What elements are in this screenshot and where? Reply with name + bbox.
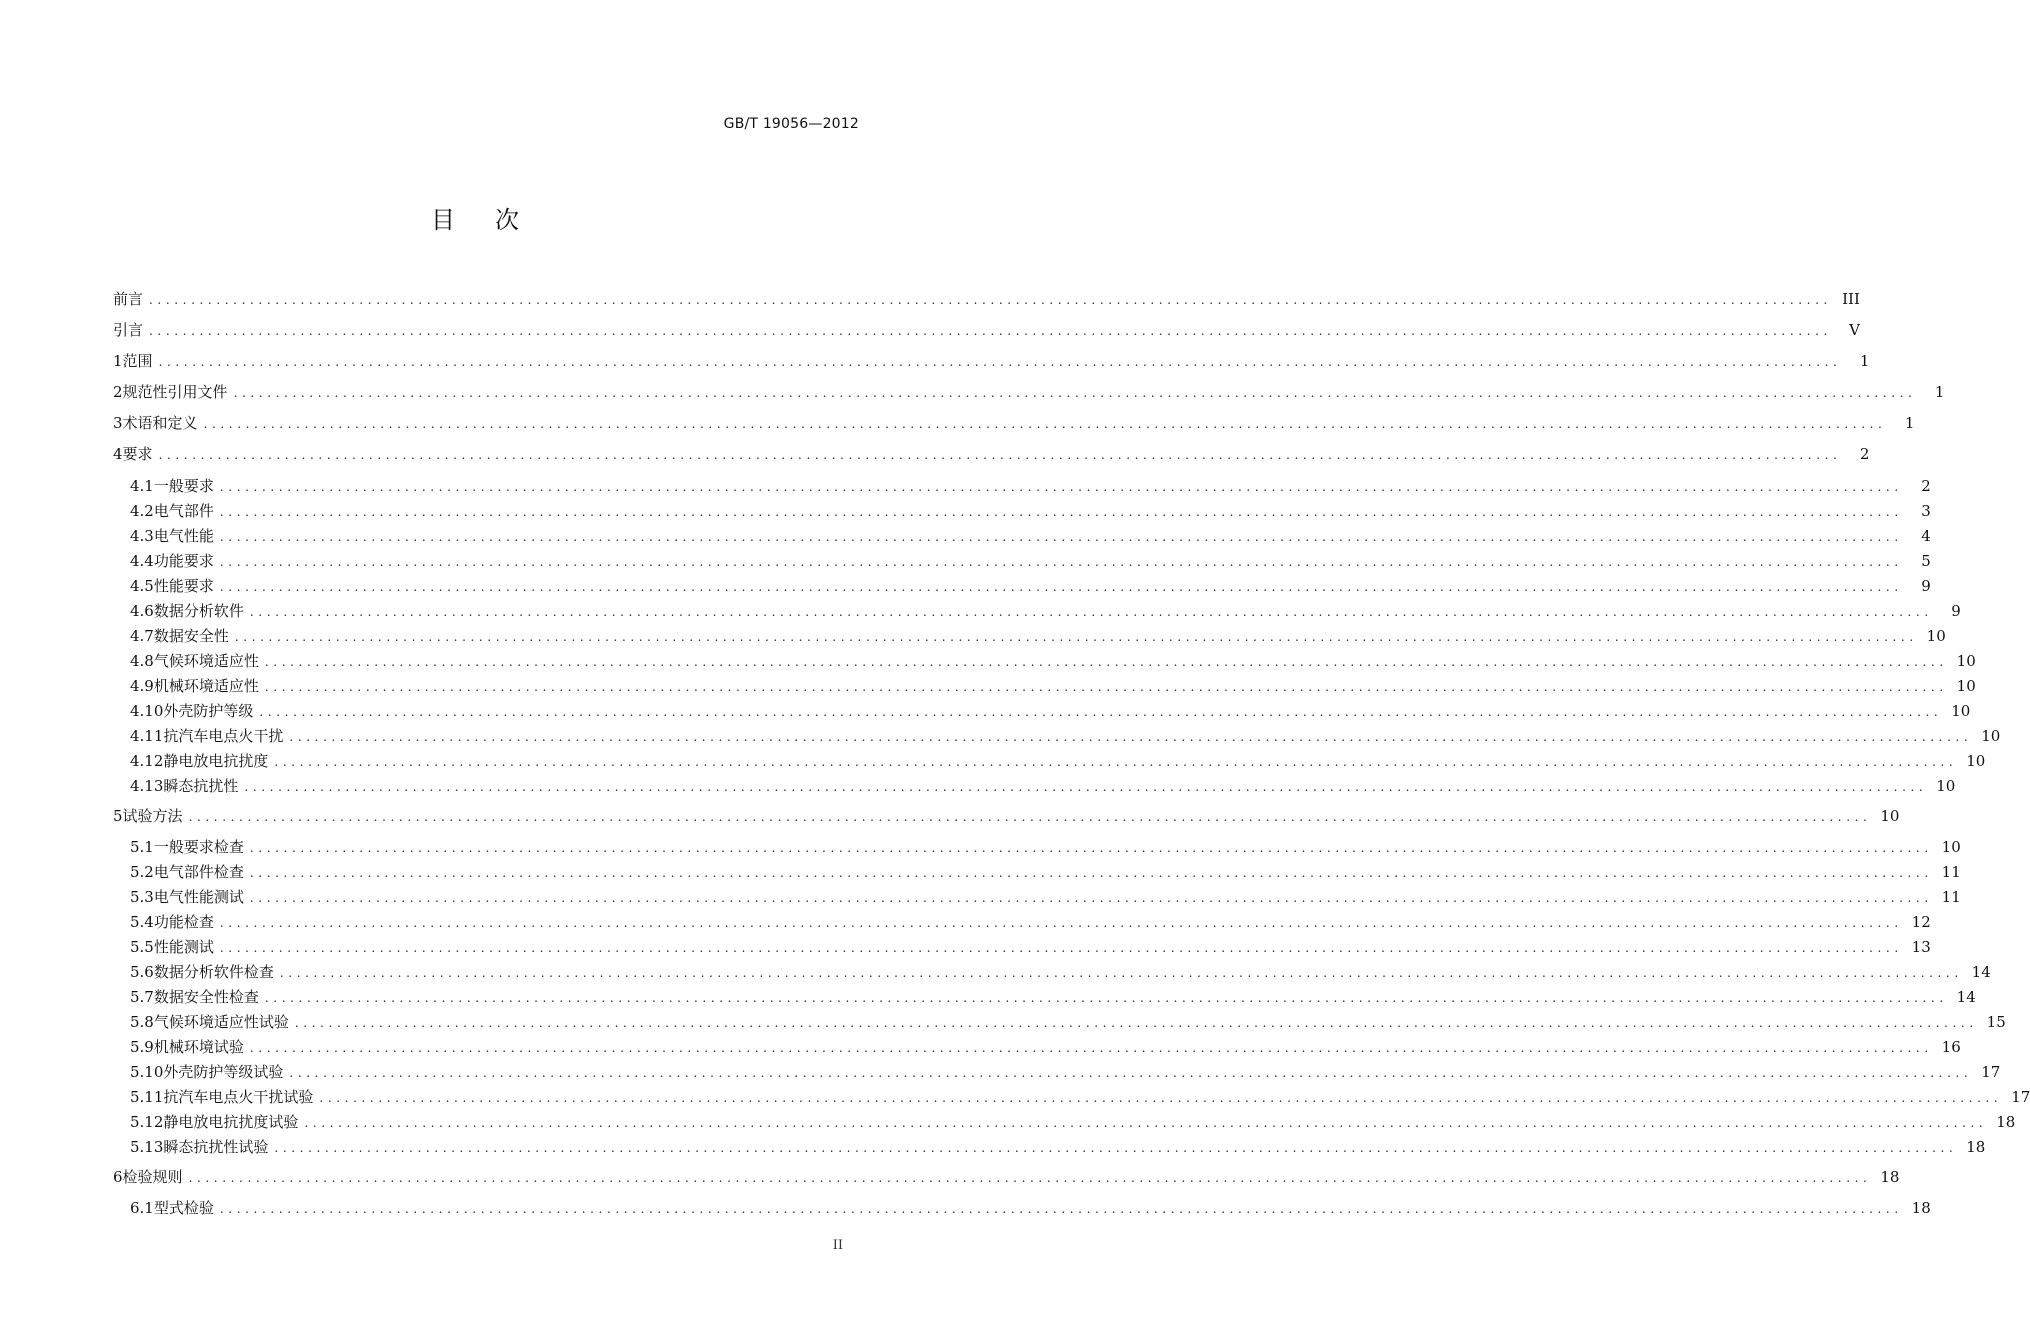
toc-entry-number: 4.11	[130, 727, 164, 745]
toc-dot-leader: ........................................................................................................................................................................................................	[264, 655, 1948, 669]
toc-entry[interactable]	[130, 1087, 2030, 1107]
toc-entry-label: 引言	[113, 321, 144, 339]
toc-entry[interactable]	[130, 962, 1991, 982]
toc-entry-number: 5.4	[130, 913, 154, 931]
toc-entry[interactable]	[130, 912, 1931, 932]
toc-dot-leader: ........................................................................................................................................................................................................	[149, 324, 1832, 338]
toc-dot-leader: ........................................................................................................................................................................................................	[249, 891, 1933, 905]
toc-entry-label: 抗汽车电点火干扰试验	[163, 1088, 314, 1106]
toc-entry-page: 10	[1956, 677, 1976, 695]
toc-entry-label: 一般要求	[153, 477, 214, 495]
toc-entry[interactable]	[130, 937, 1931, 957]
toc-entry-page: 18	[1880, 1168, 1900, 1186]
toc-dot-leader: ........................................................................................................................................................................................................	[219, 530, 1903, 544]
toc-entry-number: 4.7	[130, 627, 154, 645]
toc-entry-number: 5.10	[130, 1063, 164, 1081]
toc-entry-number: 4.3	[130, 527, 154, 545]
toc-entry-number: 5.3	[130, 888, 154, 906]
toc-entry-label: 机械环境试验	[153, 1038, 244, 1056]
toc-entry-page: V	[1849, 321, 1860, 339]
toc-entry[interactable]	[130, 1037, 1961, 1057]
toc-entry-number: 6.1	[130, 1199, 154, 1217]
toc-entry-label: 型式检验	[153, 1199, 214, 1217]
toc-dot-leader: ........................................................................................................................................................................................................	[219, 480, 1903, 494]
toc-entry[interactable]	[130, 751, 1986, 771]
toc-entry-number: 5.1	[130, 838, 154, 856]
toc-entry-page: 2	[1921, 477, 1931, 495]
toc-entry-page: 10	[1966, 752, 1986, 770]
toc-entry-number: 5.12	[130, 1113, 164, 1131]
toc-entry-label: 功能要求	[153, 552, 214, 570]
toc-entry-label: 检验规则	[122, 1168, 183, 1186]
toc-entry-page: 5	[1921, 552, 1931, 570]
toc-dot-leader: ........................................................................................................................................................................................................	[219, 580, 1903, 594]
toc-dot-leader: ........................................................................................................................................................................................................	[219, 1202, 1903, 1216]
toc-entry-page: 1	[1859, 352, 1870, 370]
toc-entry-number: 4	[113, 445, 123, 463]
toc-entry[interactable]	[130, 601, 1961, 621]
toc-entry-label: 电气部件	[153, 502, 214, 520]
toc-entry-number: 5.5	[130, 938, 154, 956]
toc-dot-leader: ........................................................................................................................................................................................................	[234, 630, 1918, 644]
toc-entry-label: 静电放电抗扰度试验	[163, 1113, 299, 1131]
toc-dot-leader: ........................................................................................................................................................................................................	[203, 417, 1887, 431]
toc-entry-page: 1	[1904, 414, 1915, 432]
toc-entry-number: 4.8	[130, 652, 154, 670]
toc-entry[interactable]	[130, 726, 2001, 746]
toc-entry-page: 10	[1926, 627, 1946, 645]
toc-entry-page: 3	[1921, 502, 1931, 520]
toc-entry[interactable]	[130, 476, 1931, 496]
toc-entry[interactable]	[113, 320, 1860, 340]
standard-code: GB/T 19056—2012	[723, 116, 859, 132]
toc-dot-leader: ........................................................................................................................................................................................................	[219, 941, 1903, 955]
toc-entry-label: 范围	[122, 352, 153, 370]
toc-dot-leader: ........................................................................................................................................................................................................	[249, 1041, 1933, 1055]
page-title: 目次	[431, 206, 559, 234]
toc-entry-label: 气候环境适应性	[153, 652, 259, 670]
toc-entry[interactable]	[130, 1198, 1931, 1218]
toc-dot-leader: ........................................................................................................................................................................................................	[158, 448, 1842, 462]
toc-entry-number: 5.7	[130, 988, 154, 1006]
toc-entry-page: 10	[1981, 727, 2001, 745]
toc-entry-label: 电气部件检查	[153, 863, 244, 881]
toc-entry-label: 机械环境适应性	[153, 677, 259, 695]
toc-entry-page: 18	[1911, 1199, 1931, 1217]
toc-dot-leader: ........................................................................................................................................................................................................	[249, 605, 1933, 619]
toc-entry-label: 数据安全性检查	[153, 988, 259, 1006]
toc-entry-page: 13	[1911, 938, 1931, 956]
toc-entry-page: 1	[1934, 383, 1945, 401]
toc-entry-number: 1	[113, 352, 123, 370]
toc-entry[interactable]	[130, 862, 1961, 882]
toc-entry-label: 数据安全性	[153, 627, 229, 645]
toc-entry-label: 性能要求	[153, 577, 214, 595]
toc-entry[interactable]	[130, 551, 1931, 571]
toc-entry[interactable]	[130, 1012, 2006, 1032]
toc-dot-leader: ........................................................................................................................................................................................................	[244, 780, 1928, 794]
toc-entry[interactable]	[130, 676, 1976, 696]
toc-entry-number: 4.9	[130, 677, 154, 695]
toc-entry-label: 术语和定义	[122, 414, 198, 432]
toc-dot-leader: ........................................................................................................................................................................................................	[149, 293, 1832, 307]
toc-dot-leader: ........................................................................................................................................................................................................	[233, 386, 1917, 400]
toc-entry-label: 数据分析软件检查	[153, 963, 274, 981]
toc-dot-leader: ........................................................................................................................................................................................................	[319, 1091, 2003, 1105]
toc-entry[interactable]	[130, 576, 1931, 596]
toc-entry[interactable]	[130, 887, 1961, 907]
toc-entry[interactable]	[130, 501, 1931, 521]
toc-entry[interactable]	[113, 1167, 1900, 1187]
toc-entry-page: 11	[1941, 863, 1961, 881]
toc-entry-page: 4	[1921, 527, 1931, 545]
toc-dot-leader: ........................................................................................................................................................................................................	[274, 1141, 1958, 1155]
toc-entry-page: 18	[1966, 1138, 1986, 1156]
toc-entry-label: 外壳防护等级	[163, 702, 254, 720]
toc-entry-page: 10	[1880, 807, 1900, 825]
toc-entry-number: 4.13	[130, 777, 164, 795]
toc-entry-number: 4.12	[130, 752, 164, 770]
toc-entry[interactable]	[113, 413, 1915, 433]
toc-entry-number: 5.13	[130, 1138, 164, 1156]
toc-entry-page: 14	[1956, 988, 1976, 1006]
toc-entry[interactable]	[130, 526, 1931, 546]
toc-entry-label: 要求	[122, 445, 153, 463]
toc-entry-label: 一般要求检查	[153, 838, 244, 856]
toc-entry-page: 16	[1941, 1038, 1961, 1056]
toc-entry[interactable]	[113, 351, 1870, 371]
toc-dot-leader: ........................................................................................................................................................................................................	[304, 1116, 1988, 1130]
toc-entry-page: 2	[1859, 445, 1870, 463]
toc-entry-page: 11	[1941, 888, 1961, 906]
toc-entry[interactable]	[130, 837, 1961, 857]
toc-entry-label: 静电放电抗扰度	[163, 752, 269, 770]
toc-entry-number: 4.1	[130, 477, 154, 495]
toc-entry-number: 5.9	[130, 1038, 154, 1056]
toc-entry-number: 5.6	[130, 963, 154, 981]
toc-entry-number: 6	[113, 1168, 123, 1186]
toc-entry[interactable]	[130, 987, 1976, 1007]
toc-entry-label: 电气性能测试	[153, 888, 244, 906]
toc-entry-number: 5.8	[130, 1013, 154, 1031]
toc-entry-page: 9	[1921, 577, 1931, 595]
toc-entry-number: 2	[113, 383, 123, 401]
toc-entry[interactable]	[130, 1112, 2016, 1132]
toc-entry-page: 17	[2011, 1088, 2030, 1106]
toc-entry-number: 4.6	[130, 602, 154, 620]
toc-entry[interactable]	[130, 651, 1976, 671]
toc-entry-number: 3	[113, 414, 123, 432]
toc-entry[interactable]	[113, 382, 1945, 402]
toc-dot-leader: ........................................................................................................................................................................................................	[219, 555, 1903, 569]
toc-entry[interactable]	[130, 1137, 1986, 1157]
toc-entry-page: 10	[1951, 702, 1971, 720]
toc-entry-label: 性能测试	[153, 938, 214, 956]
toc-dot-leader: ........................................................................................................................................................................................................	[264, 680, 1948, 694]
toc-entry-label: 抗汽车电点火干扰	[163, 727, 284, 745]
toc-entry-label: 试验方法	[122, 807, 183, 825]
toc-dot-leader: ........................................................................................................................................................................................................	[264, 991, 1948, 1005]
toc-entry-page: 10	[1936, 777, 1956, 795]
toc-entry-page: 12	[1911, 913, 1931, 931]
toc-entry[interactable]	[113, 444, 1870, 464]
toc-dot-leader: ........................................................................................................................................................................................................	[158, 355, 1842, 369]
toc-entry[interactable]	[130, 626, 1946, 646]
toc-entry-label: 瞬态抗扰性	[163, 777, 239, 795]
toc-dot-leader: ........................................................................................................................................................................................................	[274, 755, 1958, 769]
toc-entry-number: 4.5	[130, 577, 154, 595]
toc-entry-label: 外壳防护等级试验	[163, 1063, 284, 1081]
toc-entry-number: 5.2	[130, 863, 154, 881]
toc-entry-page: 10	[1941, 838, 1961, 856]
toc-entry[interactable]	[113, 289, 1860, 309]
toc-entry-label: 前言	[113, 290, 144, 308]
toc-entry-label: 数据分析软件	[153, 602, 244, 620]
toc-entry-number: 5.11	[130, 1088, 164, 1106]
toc-entry-label: 电气性能	[153, 527, 214, 545]
page-number: II	[832, 1238, 843, 1253]
toc-dot-leader: ........................................................................................................................................................................................................	[289, 1066, 1973, 1080]
toc-entry-page: 18	[1996, 1113, 2016, 1131]
toc-entry-label: 瞬态抗扰性试验	[163, 1138, 269, 1156]
toc-dot-leader: ........................................................................................................................................................................................................	[219, 505, 1903, 519]
toc-entry-number: 5	[113, 807, 123, 825]
toc-dot-leader: ........................................................................................................................................................................................................	[188, 1171, 1872, 1185]
toc-entry-number: 4.2	[130, 502, 154, 520]
toc-entry-number: 4.10	[130, 702, 164, 720]
toc-dot-leader: ........................................................................................................................................................................................................	[249, 841, 1933, 855]
toc-dot-leader: ........................................................................................................................................................................................................	[294, 1016, 1978, 1030]
toc-entry-label: 规范性引用文件	[122, 383, 228, 401]
toc-dot-leader: ........................................................................................................................................................................................................	[279, 966, 1963, 980]
toc-entry-page: 9	[1951, 602, 1961, 620]
toc-dot-leader: ........................................................................................................................................................................................................	[188, 810, 1872, 824]
toc-entry-page: 14	[1971, 963, 1991, 981]
toc-entry[interactable]	[130, 701, 1971, 721]
toc-entry-page: 10	[1956, 652, 1976, 670]
toc-entry[interactable]	[130, 776, 1956, 796]
toc-entry-label: 气候环境适应性试验	[153, 1013, 289, 1031]
toc-entry[interactable]	[113, 806, 1900, 826]
toc-entry-label: 功能检查	[153, 913, 214, 931]
toc-entry-page: III	[1842, 290, 1860, 308]
toc-entry[interactable]	[130, 1062, 2001, 1082]
toc-dot-leader: ........................................................................................................................................................................................................	[289, 730, 1973, 744]
toc-dot-leader: ........................................................................................................................................................................................................	[259, 705, 1943, 719]
toc-entry-number: 4.4	[130, 552, 154, 570]
toc-dot-leader: ........................................................................................................................................................................................................	[219, 916, 1903, 930]
toc-dot-leader: ........................................................................................................................................................................................................	[249, 866, 1933, 880]
toc-entry-page: 17	[1981, 1063, 2001, 1081]
toc-entry-page: 15	[1986, 1013, 2006, 1031]
